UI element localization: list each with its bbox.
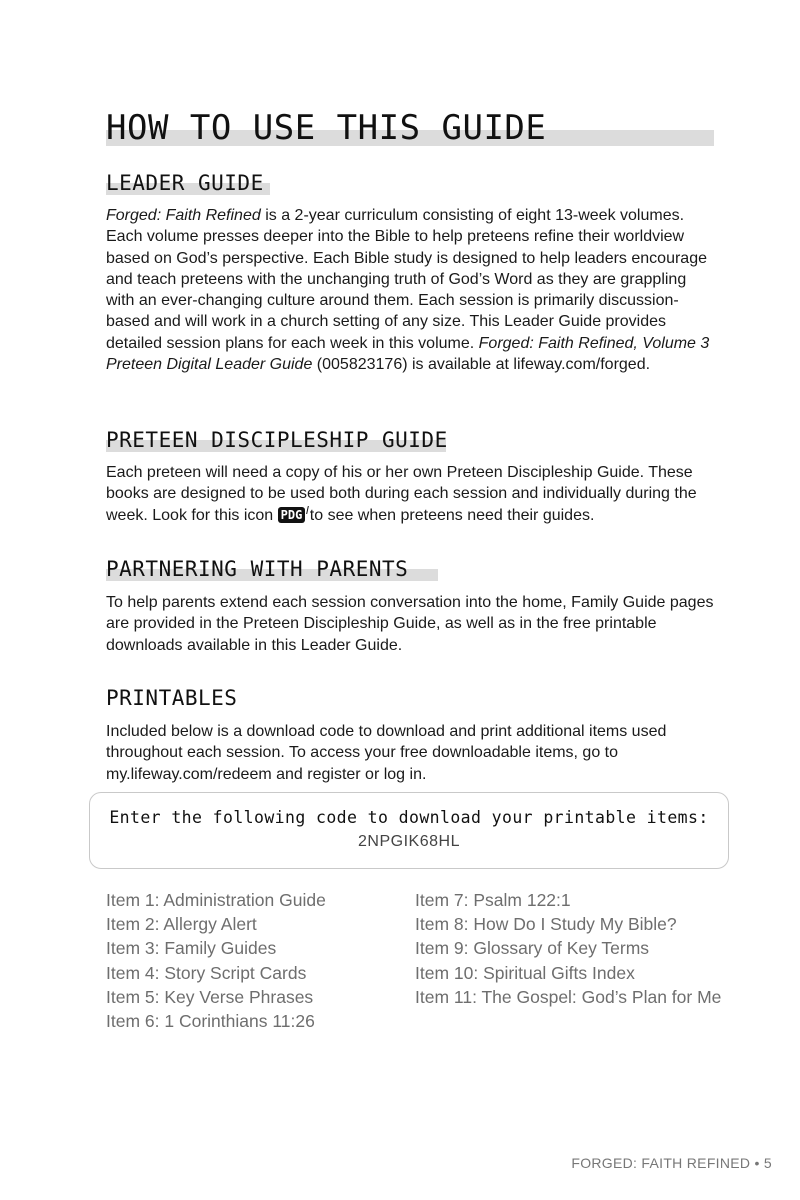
page-title: HOW TO USE THIS GUIDE <box>106 108 547 148</box>
pdg-icon: PDG <box>278 507 306 523</box>
printable-item: Item 11: The Gospel: God’s Plan for Me <box>415 986 722 1007</box>
page-title-block <box>106 108 714 148</box>
printables-paragraph: Included below is a download code to download and print additional items used throughout each session. To access your free downloadable items, go to my.lifeway.com/redeem and register or log in. <box>106 723 667 783</box>
printable-item: Item 10: Spiritual Gifts Index <box>415 962 635 983</box>
curriculum-title: Forged: Faith Refined <box>106 207 261 224</box>
printable-item: Item 7: Psalm 122:1 <box>415 890 571 910</box>
discipleship-text-before: Each preteen will need a copy of his or her own Preteen Discipleship Guide. These books are designed to be used both during each session and individually during the week. Look for this icon <box>106 464 697 524</box>
page-footer: FORGED: FAITH REFINED • 5 <box>571 1155 772 1171</box>
printable-item: Item 8: How Do I Study My Bible? <box>415 914 677 935</box>
discipleship-text-after: to see when preteens need their guides. <box>305 506 595 524</box>
printables-heading: PRINTABLES <box>106 686 238 710</box>
printable-items-right-list <box>415 888 791 1009</box>
discipleship-guide-paragraph <box>106 462 716 526</box>
printable-item: Item 4: Story Script Cards <box>106 962 307 983</box>
printable-item: Item 5: Key Verse Phrases <box>106 986 314 1007</box>
download-code-box <box>89 792 729 869</box>
parents-heading: PARTNERING WITH PARENTS <box>106 557 409 581</box>
download-code: 2NPGIK68HL <box>358 833 460 850</box>
printable-item: Item 1: Administration Guide <box>106 890 326 910</box>
printable-item: Item 3: Family Guides <box>106 938 277 959</box>
printable-item: Item 6: 1 Corinthians 11:26 <box>106 1011 315 1032</box>
printable-items-left-list <box>106 888 326 1033</box>
download-code-prompt: Enter the following code to download your printable items: <box>109 808 709 827</box>
discipleship-guide-heading: PRETEEN DISCIPLESHIP GUIDE <box>106 428 448 452</box>
leader-guide-paragraph <box>106 205 716 375</box>
digital-guide-text: (005823176) is available at lifeway.com/forged. <box>312 356 651 374</box>
digital-guide-title: Forged: Faith Refined, Volume 3 Preteen Digital Leader Guide <box>106 334 710 374</box>
leader-guide-heading: LEADER GUIDE <box>106 171 264 195</box>
parents-paragraph: To help parents extend each session conversation into the home, Family Guide pages are provided in the Preteen Discipleship Guide, as well as in the free printable downloads available in this Leader Guide. <box>106 594 714 654</box>
printable-item: Item 9: Glossary of Key Terms <box>415 938 650 959</box>
leader-guide-text: is a 2-year curriculum consisting of eight 13-week volumes. Each volume presses deeper into the Bible to help preteens refine their worldview based on God’s perspective. Each Bible study is designed to help leaders encourage and teach preteens with the unchanging truth of God’s Word as they are grappling with an ever-changing culture around them. Each session is primarily discussion-based and will work in a church setting of any size. This Leader Guide provides detailed session plans for each week in this volume. <box>106 207 707 352</box>
printable-item: Item 2: Allergy Alert <box>106 914 257 935</box>
